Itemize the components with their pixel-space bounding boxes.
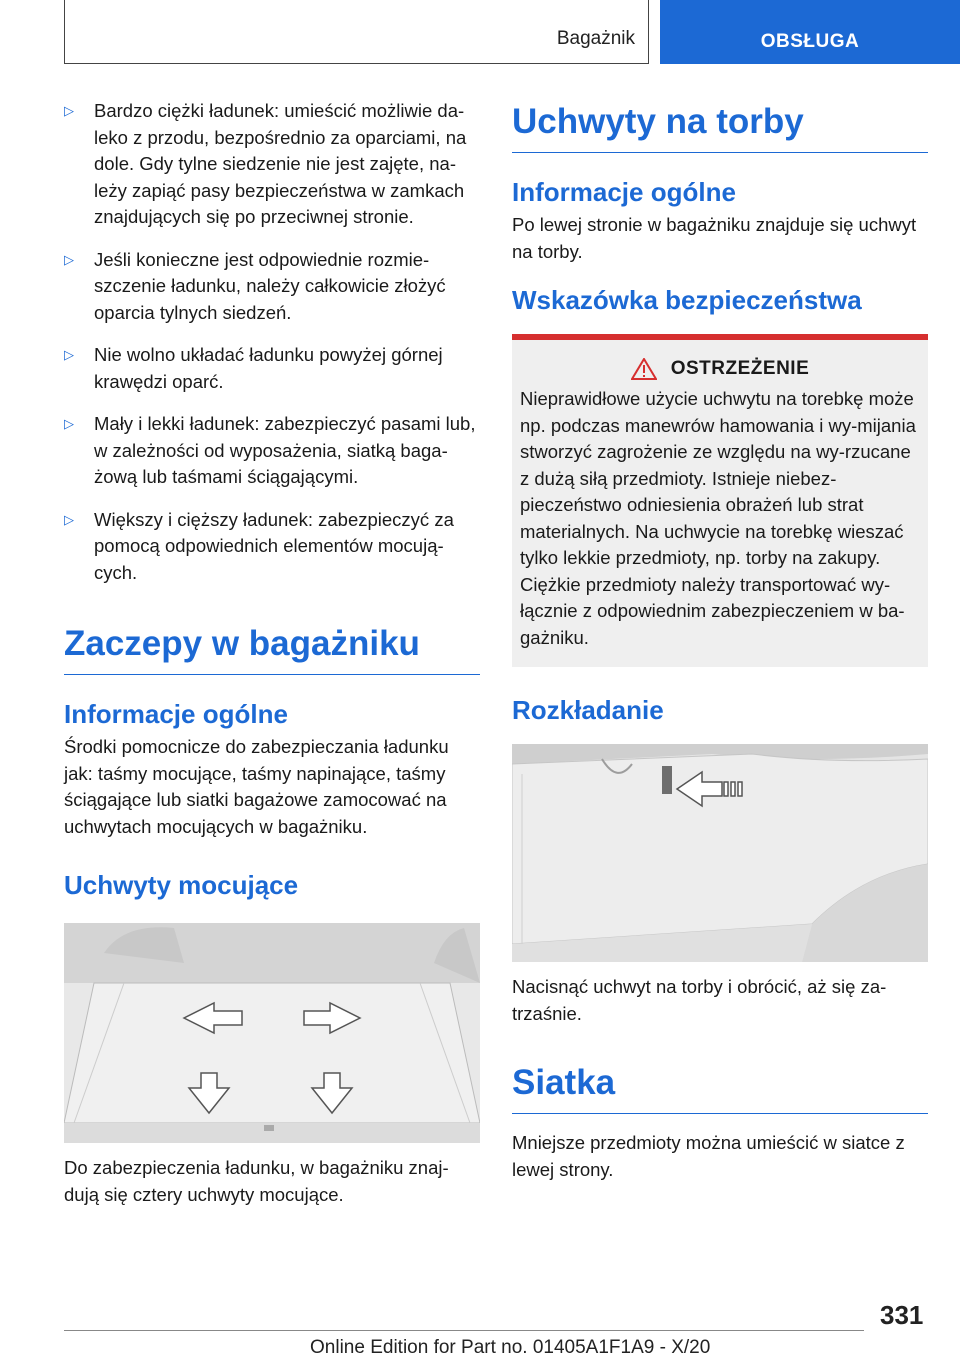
list-item: ▷ Większy i cięższy ładunek: zabezpieczyć za pomocą odpowiednich elementów mocują-cych. <box>64 507 480 587</box>
bullet-triangle-icon: ▷ <box>64 416 74 431</box>
bullet-triangle-icon: ▷ <box>64 347 74 362</box>
net-text: Mniejsze przedmioty można umieścić w siatce z lewej strony. <box>512 1132 905 1180</box>
header-section-title: Bagażnik <box>556 28 635 49</box>
section-heading-bag-hooks: Uchwyty na torby <box>512 102 928 153</box>
right-column <box>512 98 928 1183</box>
bullet-triangle-icon: ▷ <box>64 511 74 527</box>
warning-title: OSTRZEŻENIE <box>670 358 810 379</box>
footer-edition: Online Edition for Part no. 01405A1F1A9 - X/20 <box>310 1337 711 1358</box>
section-heading-anchors: Zaczepy w bagażniku <box>64 624 480 675</box>
bullet-triangle-icon: ▷ <box>64 103 74 118</box>
trunk-floor-illustration <box>64 923 480 1143</box>
subheading-general-info: Informacje ogólne <box>64 699 288 729</box>
unfolding-text: Nacisnąć uchwyt na torby i obrócić, aż się za-trzaśnie. <box>512 976 887 1024</box>
header-tab[interactable]: OBSŁUGA <box>660 0 960 64</box>
warning-triangle-icon <box>631 358 657 380</box>
subheading-safety-note: Wskazówka bezpieczeństwa <box>512 285 862 315</box>
bag-hook-illustration <box>512 744 928 962</box>
mounting-hooks-text: Do zabezpieczenia ładunku, w bagażniku znaj-dują się cztery uchwyty mocujące. <box>64 1157 449 1205</box>
footer-divider <box>64 1330 864 1331</box>
warning-header <box>520 358 920 380</box>
list-item: ▷ Nie wolno układać ładunku powyżej górnej krawędzi oparć. <box>64 342 480 395</box>
list-item: ▷ Jeśli konieczne jest odpowiednie rozmie-szczenie ładunku, należy całkowicie złożyć oparcia tylnych siedzeń. <box>64 247 480 327</box>
left-column <box>64 98 480 1208</box>
general-info-text: Środki pomocnicze do zabezpieczania ładunku jak: taśmy mocujące, taśmy napinające, taśmy ściągające lub siatki bagażowe zamocować na uchwytach mocujących w bagażniku. <box>64 736 449 837</box>
warning-text: Nieprawidłowe użycie uchwytu na torebkę może np. podczas manewrów hamowania i wy-mijania stworzyć zagrożenie ze względu na wy-rzucane z dużą siłą przedmioty. Istnieje niebez-pieczeństwo odniesienia obrażeń lub strat materialnych. Na uchwycie na torebkę wieszać tylko lekkie przedmioty, np. torby na zakupy. Ciężkie przedmioty należy transportować wy-łącznie z odpowiednim zabezpieczeniem w ba-gażniku. <box>520 388 916 648</box>
list-item: ▷ Bardzo ciężki ładunek: umieścić możliwie da-leko z przodu, bezpośrednio za oparciami, na dole. Gdy tylne siedzenie nie jest zajęte, na-leży zapiąć pasy bezpieczeństwa w zamkach znajdujących się po przeciwnej stronie. <box>64 98 480 231</box>
subheading-mounting-hooks: Uchwyty mocujące <box>64 870 299 900</box>
section-heading-net: Siatka <box>512 1063 928 1114</box>
warning-box <box>512 334 928 667</box>
bag-hook-image <box>512 744 928 962</box>
trunk-floor-image <box>64 923 480 1143</box>
bullet-triangle-icon: ▷ <box>64 251 74 267</box>
list-item: ▷ Mały i lekki ładunek: zabezpieczyć pasami lub, w zależności od wyposażenia, siatką baga-żową lub taśmami ściągającymi. <box>64 411 480 491</box>
page-number: 331 <box>880 1300 924 1330</box>
subheading-general-info: Informacje ogólne <box>512 177 736 207</box>
subheading-unfolding: Rozkładanie <box>512 695 664 725</box>
bag-hook-info-text: Po lewej stronie w bagażniku znajduje się uchwyt na torby. <box>512 214 917 262</box>
